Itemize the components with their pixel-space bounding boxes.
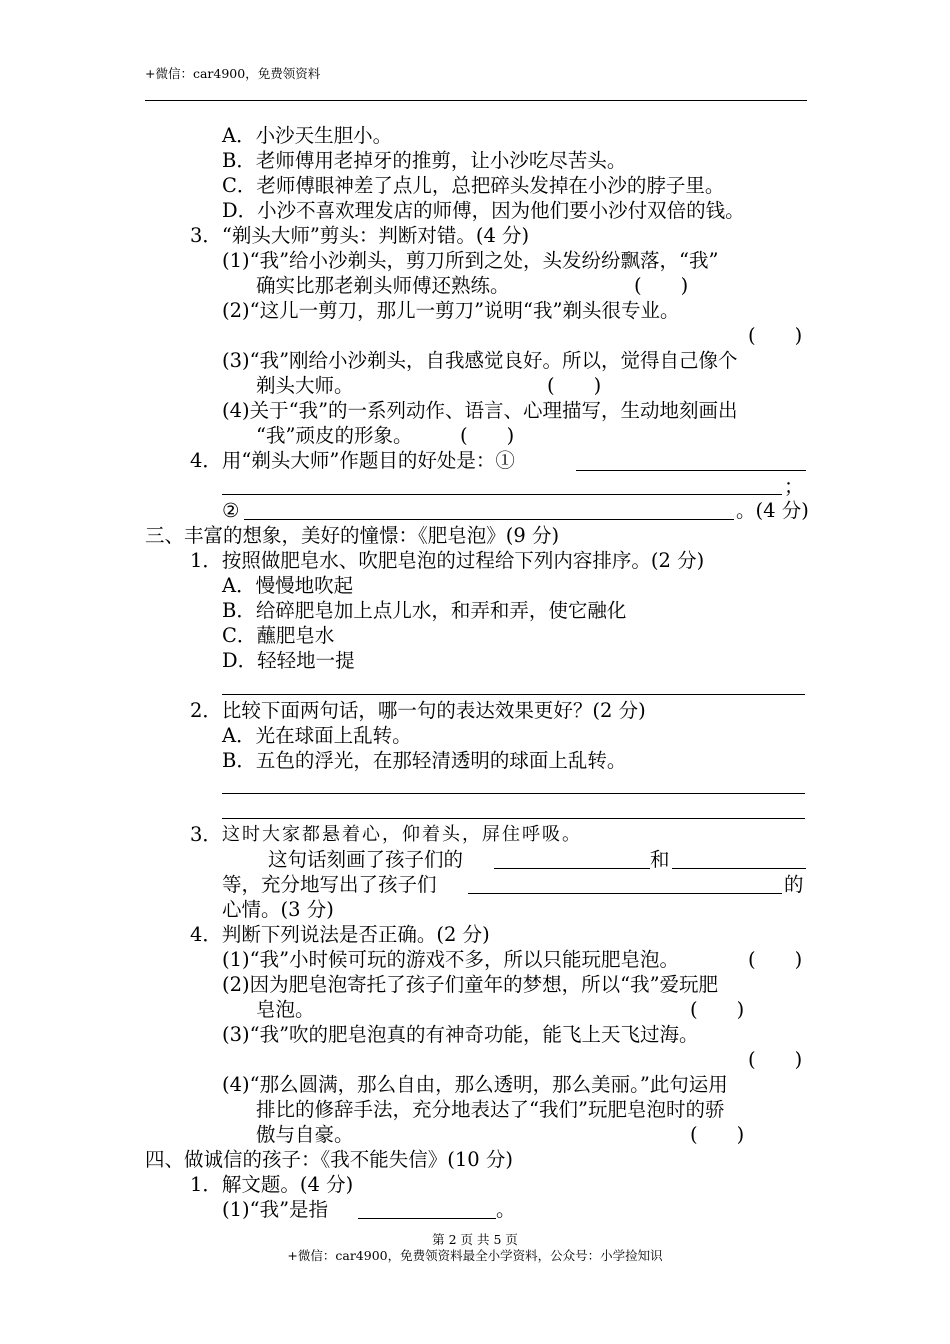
header-rule xyxy=(145,100,807,101)
s3-q3-line2-end: 的 xyxy=(784,873,804,896)
s3-q2-answer-line-2[interactable] xyxy=(222,818,805,819)
q4-answer-line-2[interactable] xyxy=(222,494,782,495)
s3-q4-item2-line1: (2)因为肥皂泡寄托了孩子们童年的梦想，所以“我”爱玩肥 xyxy=(222,973,719,996)
s3-q4-item2-answer[interactable]: ( ) xyxy=(690,998,745,1021)
s3-q1-option-d: D．轻轻地一提 xyxy=(222,649,355,672)
s3-q3-line2-text: 等，充分地写出了孩子们 xyxy=(222,873,437,896)
s3-q2-title: 2．比较下面两句话，哪一句的表达效果更好？(2 分) xyxy=(190,699,646,722)
q3-item4-line1: (4)关于“我”的一系列动作、语言、心理描写，生动地刻画出 xyxy=(222,399,738,422)
section3-title: 三、丰富的想象，美好的憧憬：《肥皂泡》(9 分) xyxy=(145,524,560,547)
section4-title: 四、做诚信的孩子：《我不能失信》(10 分) xyxy=(145,1148,513,1171)
q3-title: 3．“剃头大师”剪头：判断对错。(4 分) xyxy=(190,224,530,247)
s3-q4-item2-line2: 皂泡。 xyxy=(256,998,315,1021)
s3-q3-line3: 心情。(3 分) xyxy=(222,898,334,921)
s3-q3-blank-1[interactable] xyxy=(494,868,650,869)
q3-item3-line2: 剃头大师。 xyxy=(256,374,354,397)
s3-q4-item3-line1: (3)“我”吹的肥皂泡真的有神奇功能，能飞上天飞过海。 xyxy=(222,1023,699,1046)
s3-q1-title: 1．按照做肥皂水、吹肥皂泡的过程给下列内容排序。(2 分) xyxy=(190,549,705,572)
s3-q3-blank-2[interactable] xyxy=(672,868,806,869)
q4-tail: 。(4 分) xyxy=(736,499,809,522)
header-watermark: +微信：car4900，免费领资料 xyxy=(145,66,321,81)
s3-q1-option-a: A．慢慢地吹起 xyxy=(222,574,354,597)
q3-item3-answer[interactable]: ( ) xyxy=(547,374,602,397)
q2-option-a: A．小沙天生胆小。 xyxy=(222,124,393,147)
q3-item2-line1: (2)“这儿一剪刀，那儿一剪刀”说明“我”剃头很专业。 xyxy=(222,299,680,322)
q4-answer-line-3[interactable] xyxy=(244,519,734,520)
s3-q4-item3-answer[interactable]: ( ) xyxy=(748,1048,803,1071)
q2-option-c: C．老师傅眼神差了点儿，总把碎头发掉在小沙的脖子里。 xyxy=(222,174,725,197)
s3-q3-number: 3． xyxy=(190,823,222,846)
s3-q1-option-b: B．给碎肥皂加上点儿水，和弄和弄，使它融化 xyxy=(222,599,627,622)
s3-q4-item1-answer[interactable]: ( ) xyxy=(748,948,803,971)
s3-q2-option-b: B．五色的浮光，在那轻清透明的球面上乱转。 xyxy=(222,749,627,772)
s3-q4-item4-answer[interactable]: ( ) xyxy=(690,1123,745,1146)
q3-item4-answer[interactable]: ( ) xyxy=(460,424,515,447)
s4-q1-item1-end: 。 xyxy=(496,1198,516,1221)
s3-q3-line1-and: 和 xyxy=(650,848,670,871)
s3-q2-option-a: A．光在球面上乱转。 xyxy=(222,724,412,747)
s4-q1-item1: (1)“我”是指 xyxy=(222,1198,329,1221)
s3-q1-option-c: C．蘸肥皂水 xyxy=(222,624,335,647)
q4-answer-line-1[interactable] xyxy=(576,470,806,471)
q3-item1-line1: (1)“我”给小沙剃头，剪刀所到之处，头发纷纷飘落，“我” xyxy=(222,249,719,272)
s3-q4-item1: (1)“我”小时候可玩的游戏不多，所以只能玩肥皂泡。 xyxy=(222,948,680,971)
q3-item4-line2: “我”顽皮的形象。 xyxy=(256,424,413,447)
q3-item1-answer[interactable]: ( ) xyxy=(634,274,689,297)
s3-q3-blank-3[interactable] xyxy=(468,893,782,894)
s3-q3-quote: 这时大家都悬着心，仰着头，屏住呼吸。 xyxy=(222,824,582,845)
footer-watermark: +微信：car4900，免费领资料最全小学资料，公众号：小学捡知识 xyxy=(287,1248,663,1263)
q3-item1-line2: 确实比那老剃头师傅还熟练。 xyxy=(256,274,510,297)
s3-q4-item4-line2: 排比的修辞手法，充分地表达了“我们”玩肥皂泡时的骄 xyxy=(256,1098,725,1121)
s3-q3-line1-text: 这句话刻画了孩子们的 xyxy=(268,848,464,871)
s3-q4-item4-line1: (4)“那么圆满，那么自由，那么透明，那么美丽。”此句运用 xyxy=(222,1073,728,1096)
q4-circle-2: ② xyxy=(222,499,240,522)
s3-q4-title: 4．判断下列说法是否正确。(2 分) xyxy=(190,923,490,946)
s3-q1-answer-line[interactable] xyxy=(222,694,805,695)
q2-option-d: D．小沙不喜欢理发店的师傅，因为他们要小沙付双倍的钱。 xyxy=(222,199,745,222)
s3-q4-item4-line3: 傲与自豪。 xyxy=(256,1123,354,1146)
page-number: 第 2 页 共 5 页 xyxy=(432,1232,518,1247)
q3-item3-line1: (3)“我”刚给小沙剃头，自我感觉良好。所以，觉得自己像个 xyxy=(222,349,738,372)
q4-semicolon: ； xyxy=(784,475,804,498)
q3-item2-answer[interactable]: ( ) xyxy=(748,324,803,347)
s4-q1-item1-blank[interactable] xyxy=(358,1218,496,1219)
s4-q1-title: 1．解文题。(4 分) xyxy=(190,1173,354,1196)
q4-title: 4．用“剃头大师”作题目的好处是：① xyxy=(190,449,515,472)
s3-q2-answer-line-1[interactable] xyxy=(222,793,805,794)
q2-option-b: B．老师傅用老掉牙的推剪，让小沙吃尽苦头。 xyxy=(222,149,627,172)
